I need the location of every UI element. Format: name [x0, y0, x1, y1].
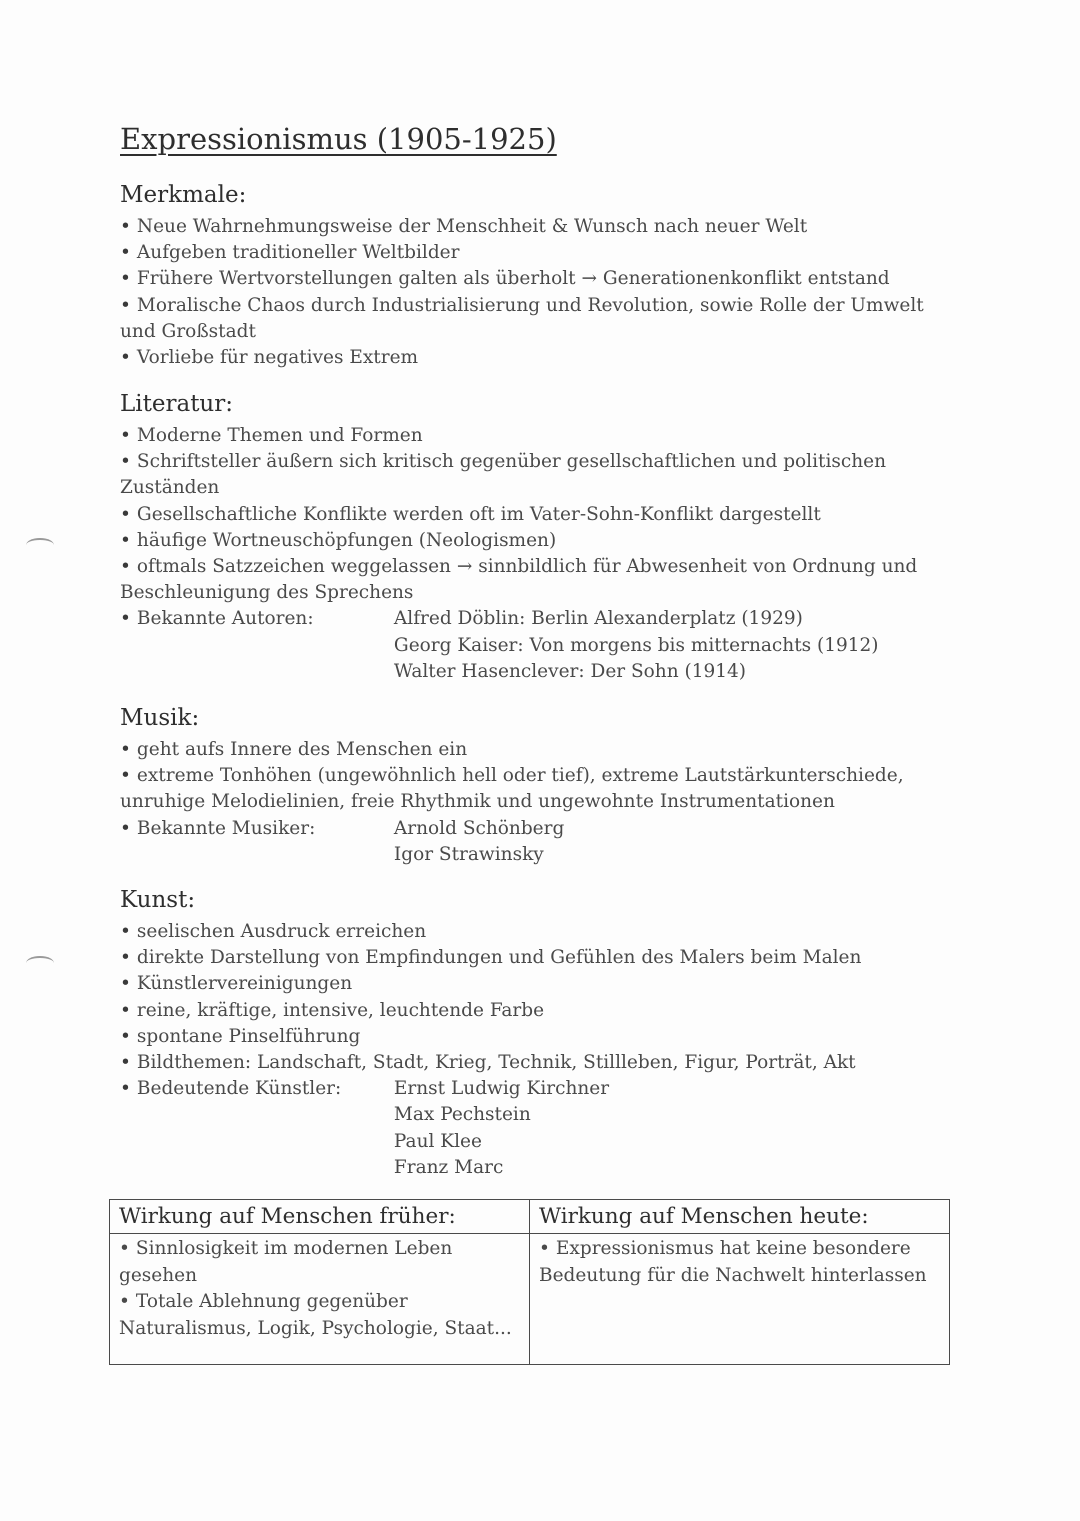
list-item: • Künstlervereinigungen [120, 971, 940, 997]
cell-past [110, 1234, 530, 1365]
list-item: • häufige Wortneuschöpfungen (Neologismen) [120, 528, 940, 554]
cell-today [530, 1234, 950, 1365]
table-header-row [110, 1200, 950, 1234]
list-item: • spontane Pinselführung [120, 1024, 940, 1050]
musik-list [120, 737, 940, 868]
authors-label: • Bekannte Autoren: [136, 608, 314, 630]
section-merkmale [120, 180, 940, 371]
artist-entry: Ernst Ludwig Kirchner [393, 1078, 610, 1100]
artists-list [394, 1076, 940, 1181]
section-musik [120, 703, 940, 868]
list-item: • Moralische Chaos durch Industrialisierung und Revolution, sowie Rolle der Umwelt und Großstadt [120, 293, 940, 345]
musicians-list [394, 816, 940, 868]
effects-table [109, 1199, 950, 1365]
section-kunst [120, 885, 940, 1181]
artist-entry: Paul Klee [393, 1130, 482, 1152]
authors-row [120, 606, 940, 685]
list-item: • Bildthemen: Landschaft, Stadt, Krieg, Technik, Stillleben, Figur, Porträt, Akt [120, 1050, 940, 1076]
artist-entry: Franz Marc [393, 1156, 504, 1178]
header-today: Wirkung auf Menschen heute: [530, 1200, 950, 1234]
cell-item: • Sinnlosigkeit im modernen Leben gesehen [119, 1236, 520, 1289]
list-item: • Neue Wahrnehmungsweise der Menschheit & Wunsch nach neuer Welt [120, 214, 940, 240]
section-literatur [120, 389, 940, 685]
page-title: Expressionismus (1905-1925) [120, 122, 557, 156]
list-item: • oftmals Satzzeichen weggelassen → sinnbildlich für Abwesenheit von Ordnung und Beschleunigung des Sprechens [120, 554, 940, 606]
artists-row [120, 1076, 940, 1181]
musicians-row [120, 816, 940, 868]
musician-entry: Arnold Schönberg [393, 817, 565, 839]
list-item: • Moderne Themen und Formen [120, 423, 940, 449]
section-heading: Merkmale: [120, 182, 247, 208]
hole-punch-mark [26, 956, 54, 970]
list-item: • seelischen Ausdruck erreichen [120, 919, 940, 945]
section-heading: Literatur: [120, 391, 233, 417]
cell-item: • Expressionismus hat keine besondere Bedeutung für die Nachwelt hinterlassen [539, 1236, 940, 1289]
list-item: • Vorliebe für negatives Extrem [120, 345, 940, 371]
table-row [110, 1234, 950, 1365]
author-entry: Georg Kaiser: Von morgens bis mitternachts (1912) [393, 634, 879, 656]
list-item: • extreme Tonhöhen (ungewöhnlich hell oder tief), extreme Lautstärkunterschiede, unruhige Melodielinien, freie Rhythmik und ungewohnte Instrumentationen [120, 763, 940, 815]
author-entry: Walter Hasenclever: Der Sohn (1914) [393, 660, 747, 682]
artist-entry: Max Pechstein [393, 1104, 531, 1126]
section-heading: Musik: [120, 705, 200, 731]
authors-list [394, 606, 940, 685]
list-item: • Frühere Wertvorstellungen galten als überholt → Generationenkonflikt entstand [120, 266, 940, 292]
kunst-list [120, 919, 940, 1181]
author-entry: Alfred Döblin: Berlin Alexanderplatz (1929) [393, 608, 803, 630]
section-heading: Kunst: [120, 887, 196, 913]
cell-item: • Totale Ablehnung gegenüber Naturalismus, Logik, Psychologie, Staat... [119, 1289, 520, 1342]
artists-label: • Bedeutende Künstler: [136, 1078, 342, 1100]
header-past: Wirkung auf Menschen früher: [110, 1200, 530, 1234]
list-item: • direkte Darstellung von Empfindungen und Gefühlen des Malers beim Malen [120, 945, 940, 971]
list-item: • geht aufs Innere des Menschen ein [120, 737, 940, 763]
list-item: • reine, kräftige, intensive, leuchtende Farbe [120, 998, 940, 1024]
musician-entry: Igor Strawinsky [393, 843, 544, 865]
list-item: • Gesellschaftliche Konflikte werden oft im Vater-Sohn-Konflikt dargestellt [120, 502, 940, 528]
literatur-list [120, 423, 940, 685]
list-item: • Schriftsteller äußern sich kritisch gegenüber gesellschaftlichen und politischen Zuständen [120, 449, 940, 501]
merkmale-list [120, 214, 940, 371]
list-item: • Aufgeben traditioneller Weltbilder [120, 240, 940, 266]
hole-punch-mark [26, 538, 54, 552]
musicians-label: • Bekannte Musiker: [136, 817, 316, 839]
